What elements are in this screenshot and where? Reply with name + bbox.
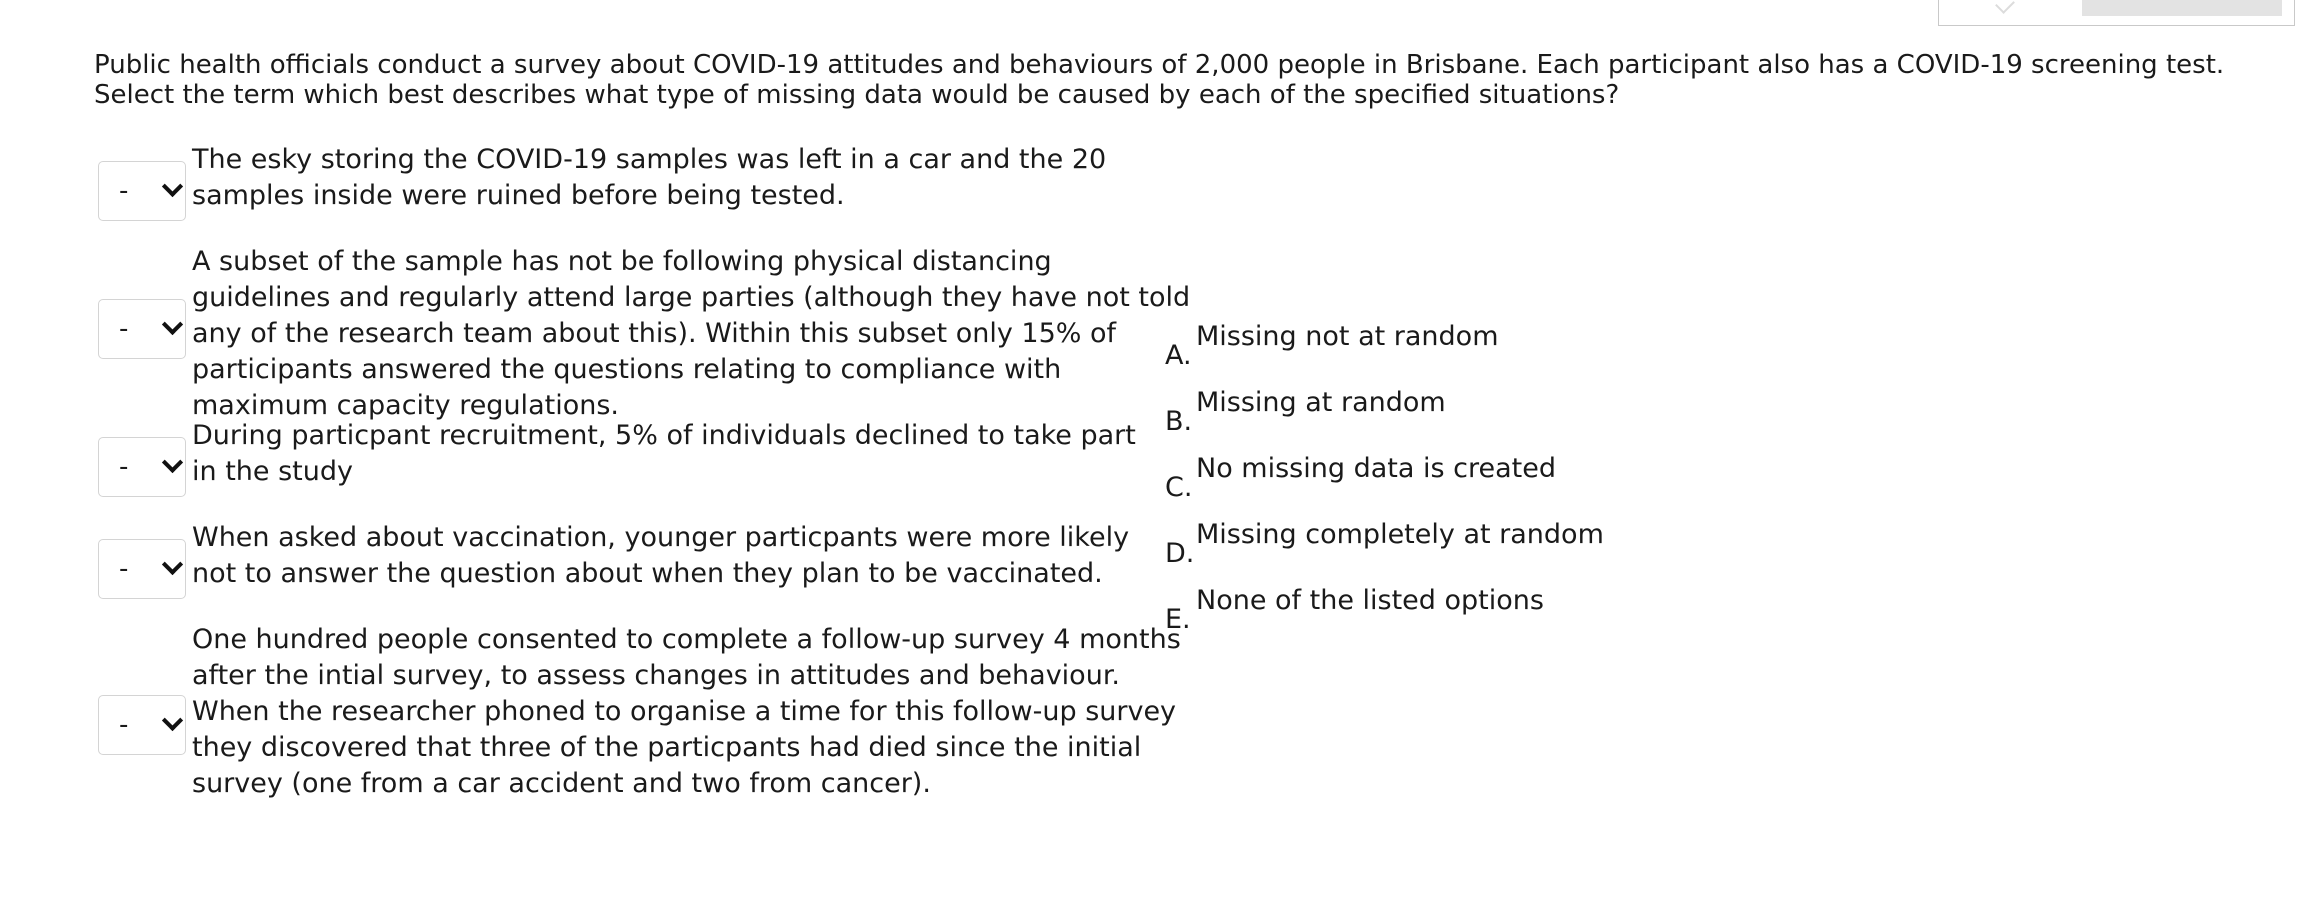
select-value: - [119,452,129,482]
statement-5: One hundred people consented to complete a follow-up survey 4 months after the intial survey, to assess changes in attitudes and behaviour. When the researcher phoned to organise a time for this follow-up survey they discovered that three of the particpants had died since the initial survey (one from a car accident and two from cancer). [192,624,1181,799]
question-text: Public health officials conduct a survey about COVID-19 attitudes and behaviours of 2,000 people in Brisbane. Each participant also has a COVID-19 screening test. Select the term which best describes what type of missing data would be caused by each of the specified situations? [94,50,2225,110]
chevron-down-icon [162,314,183,335]
toolbar-button[interactable] [2082,0,2282,16]
answer-select-5[interactable] [98,695,186,755]
answer-select-1[interactable] [98,161,186,221]
chevron-down-icon [162,176,183,197]
option-label: Missing not at random [1196,321,1499,352]
option-letter: E. [1165,604,1191,635]
option-label: Missing completely at random [1196,519,1604,550]
answer-select-4[interactable] [98,539,186,599]
top-toolbar-widget [1938,0,2295,26]
answer-select-3[interactable] [98,437,186,497]
answer-select-2[interactable] [98,299,186,359]
select-value: - [119,314,129,344]
option-letter: C. [1165,472,1193,503]
statement-1: The esky storing the COVID-19 samples was left in a car and the 20 samples inside were ruined before being tested. [192,144,1107,211]
select-value: - [119,710,129,740]
statement-2: A subset of the sample has not be following physical distancing guidelines and regularly attend large parties (although they have not told any of the research team about this). Within this subset only 15% of participants answered the questions relating to compliance with maximum capacity regulations. [192,246,1191,421]
option-letter: A. [1165,340,1192,371]
chevron-down-icon [162,710,183,731]
option-label: Missing at random [1196,387,1446,418]
option-label: No missing data is created [1196,453,1556,484]
statement-3: During particpant recruitment, 5% of individuals declined to take part in the study [192,420,1136,487]
chevron-down-icon [162,554,183,575]
option-label: None of the listed options [1196,585,1544,616]
option-letter: D. [1165,538,1195,569]
statement-4: When asked about vaccination, younger particpants were more likely not to answer the question about when they plan to be vaccinated. [192,522,1130,589]
chevron-down-icon [162,452,183,473]
select-value: - [119,554,129,584]
select-value: - [119,176,129,206]
checkmark-icon [1995,0,2015,14]
option-letter: B. [1165,406,1193,437]
